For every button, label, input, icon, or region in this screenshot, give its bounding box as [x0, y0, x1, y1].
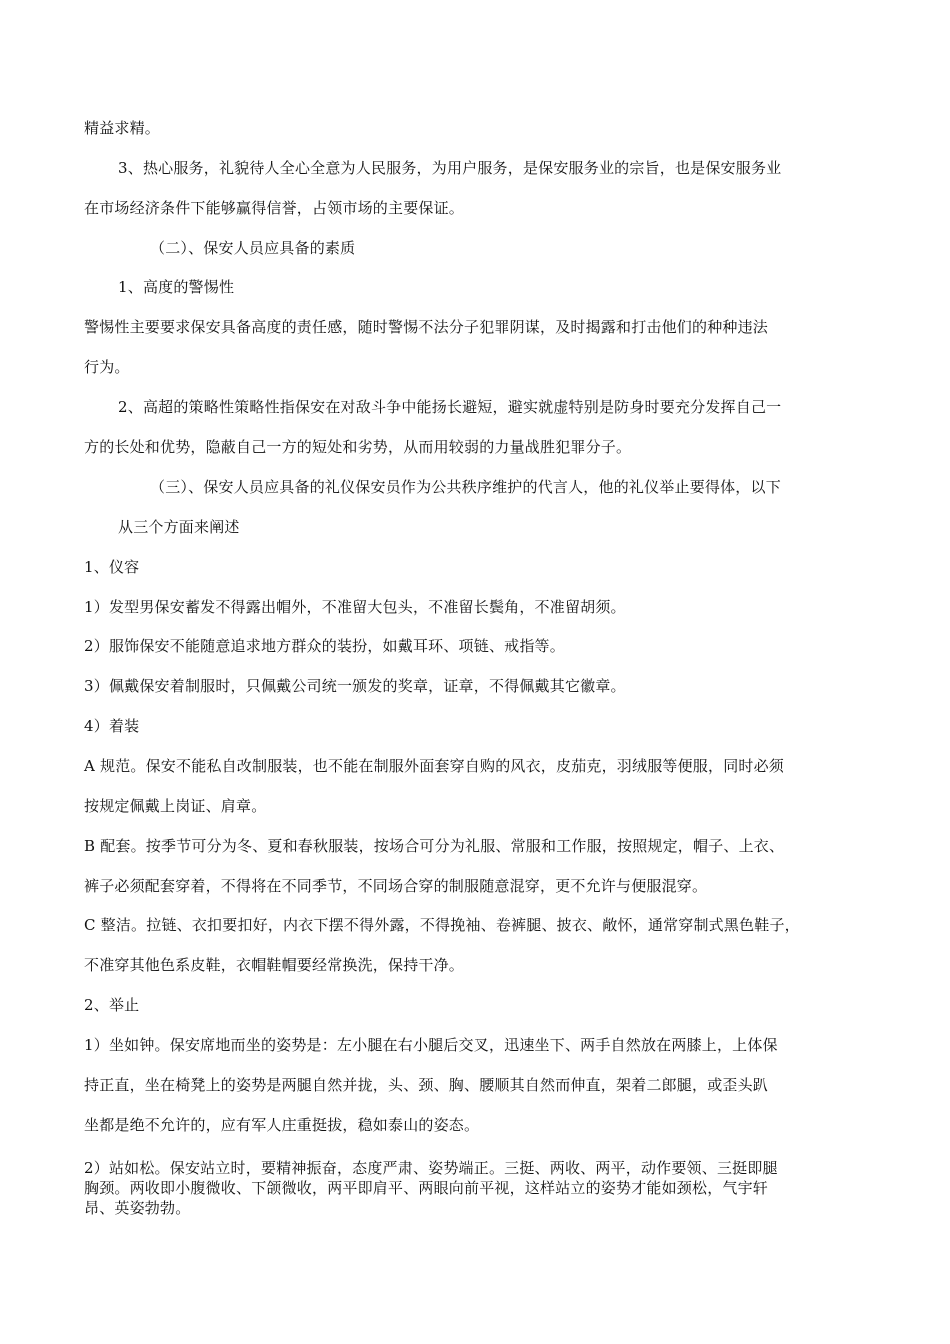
text-line: 2）站如松。保安站立时，要精神振奋，态度严肃、姿势端正。三挺、两收、两平，动作要领、三挺即腿 — [84, 1159, 778, 1177]
list-item: 3）佩戴保安着制服时，只佩戴公司统一颁发的奖章，证章，不得佩戴其它徽章。 — [84, 677, 626, 695]
text-line: A 规范。保安不能私自改制服装，也不能在制服外面套穿自购的风衣，皮茄克，羽绒服等便服，同时必须 — [84, 757, 785, 775]
text-line: 精益求精。 — [84, 119, 161, 137]
text-line: 警惕性主要要求保安具备高度的责任感，随时警惕不法分子犯罪阴谋，及时揭露和打击他们的种种违法 — [84, 318, 769, 336]
subsection-heading: 2、举止 — [84, 996, 140, 1014]
list-item: 1）发型男保安蓄发不得露出帽外，不准留大包头，不准留长鬓角，不准留胡须。 — [84, 598, 626, 616]
text-line: 方的长处和优势，隐蔽自己一方的短处和劣势，从而用较弱的力量战胜犯罪分子。 — [84, 438, 632, 456]
section-heading: （二）、保安人员应具备的素质 — [150, 239, 356, 257]
list-item: 2）服饰保安不能随意追求地方群众的装扮，如戴耳环、项链、戒指等。 — [84, 637, 565, 655]
subsection-heading: 1、仪容 — [84, 558, 140, 576]
text-line: 坐都是绝不允许的，应有军人庄重挺拔，稳如泰山的姿态。 — [84, 1116, 480, 1134]
list-item: 4）着装 — [84, 717, 140, 735]
text-line: B 配套。按季节可分为冬、夏和春秋服装，按场合可分为礼服、常服和工作服，按照规定，帽子、上衣、 — [84, 837, 785, 855]
text-line: 裤子必须配套穿着，不得将在不同季节，不同场合穿的制服随意混穿，更不允许与便服混穿。 — [84, 877, 708, 895]
text-line: 在市场经济条件下能够赢得信誉，占领市场的主要保证。 — [84, 199, 465, 217]
section-heading: （三）、保安人员应具备的礼仪保安员作为公共秩序维护的代言人，他的礼仪举止要得体，以下 — [150, 478, 781, 496]
text-line: 昂、英姿勃勃。 — [84, 1199, 191, 1217]
text-line: 按规定佩戴上岗证、肩章。 — [84, 797, 267, 815]
subsection-heading: 1、高度的警惕性 — [118, 278, 235, 296]
text-line: 2、高超的策略性策略性指保安在对敌斗争中能扬长避短，避实就虚特别是防身时要充分发挥自己一 — [118, 398, 782, 416]
text-line: 3、热心服务，礼貌待人全心全意为人民服务，为用户服务，是保安服务业的宗旨，也是保安服务业 — [118, 159, 782, 177]
text-line: 持正直，坐在椅凳上的姿势是两腿自然并拢，头、颈、胸、腰顺其自然而伸直，架着二郎腿，或歪头趴 — [84, 1076, 769, 1094]
text-line: 行为。 — [84, 358, 130, 376]
text-line: 1）坐如钟。保安席地而坐的姿势是：左小腿在右小腿后交叉，迅速坐下、两手自然放在两膝上，上体保 — [84, 1036, 778, 1054]
text-line: 胸颈。两收即小腹微收、下颌微收，两平即肩平、两眼向前平视，这样站立的姿势才能如颈松，气宇轩 — [84, 1179, 769, 1197]
text-line: 从三个方面来阐述 — [118, 518, 240, 536]
text-line: 不准穿其他色系皮鞋，衣帽鞋帽要经常换洗，保持干净。 — [84, 956, 465, 974]
text-line: C 整洁。拉链、衣扣要扣好，内衣下摆不得外露，不得挽袖、卷裤腿、披衣、敞怀，通常穿制式黑色鞋子， — [84, 916, 800, 934]
